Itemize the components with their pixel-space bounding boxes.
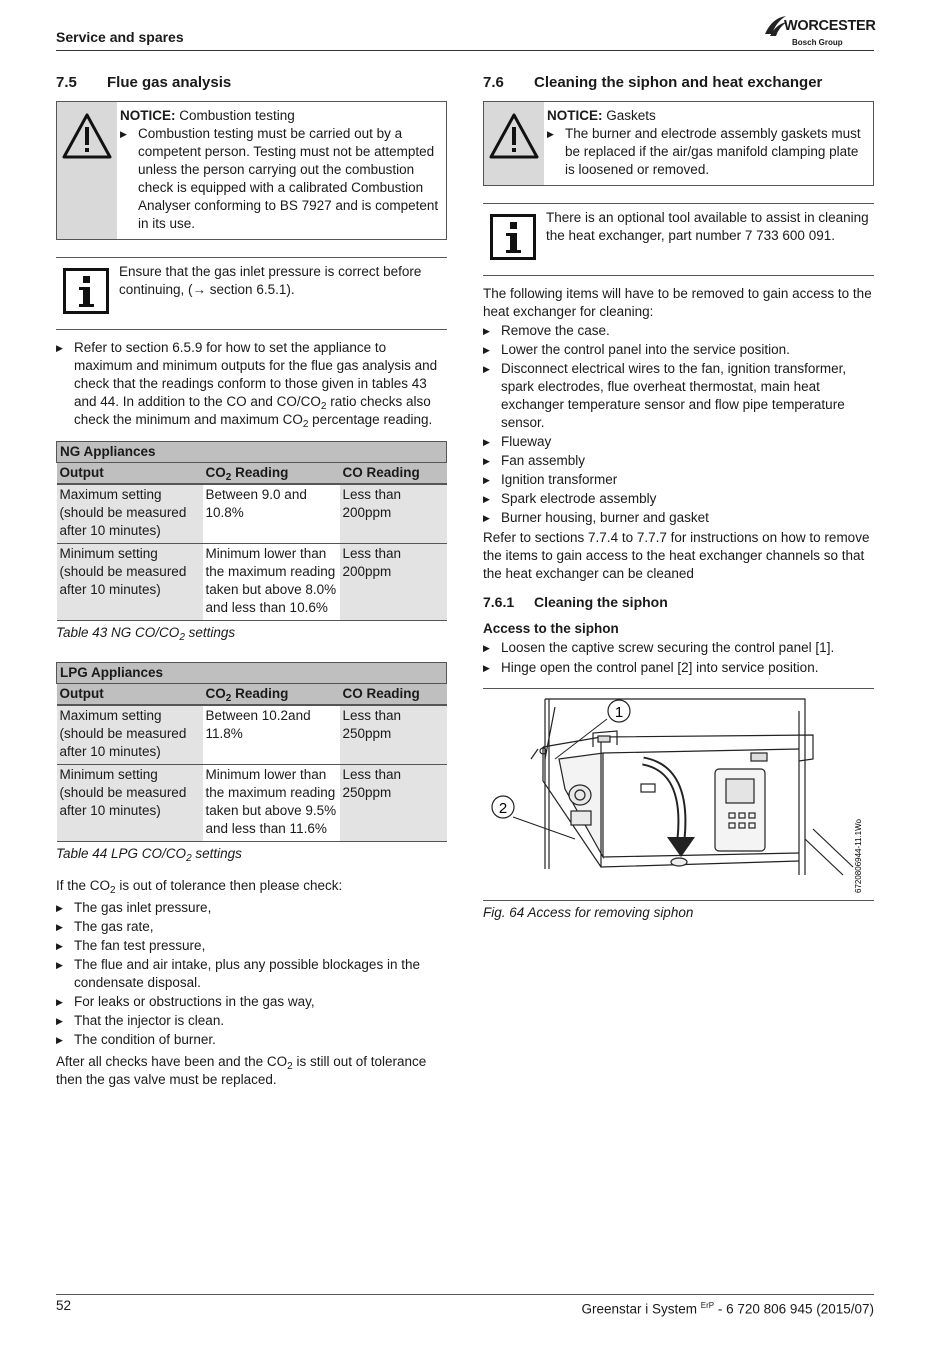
removal-refer: Refer to sections 7.7.4 to 7.7.7 for instructions on how to remove the items to gain access to the heat exchanger channels so that the heat exchanger can be cleaned bbox=[483, 530, 870, 581]
list-item: ▶ Lower the control panel into the service position. bbox=[483, 341, 874, 359]
col-header-co: CO Reading bbox=[340, 463, 447, 485]
notice-gaskets bbox=[483, 101, 874, 186]
table-43-ng bbox=[56, 441, 447, 621]
list-item: ▶ Remove the case. bbox=[483, 322, 874, 340]
warning-icon bbox=[484, 102, 544, 185]
checks-intro: If the $CO_2$ is out of tolerance then please check: bbox=[56, 878, 343, 896]
header-rule bbox=[56, 50, 874, 51]
section-7-6-heading: 7.6 Cleaning the siphon and heat exchanger bbox=[483, 74, 823, 91]
list-item: ▶ Burner housing, burner and gasket bbox=[483, 509, 874, 527]
removal-intro: The following items will have to be removed to gain access to the heat exchanger for cleaning: bbox=[483, 286, 872, 319]
col-header-co: CO Reading bbox=[340, 684, 447, 706]
info-optional-tool bbox=[483, 203, 874, 276]
header-section-title: Service and spares bbox=[56, 29, 184, 45]
table-row: Minimum setting (should be measured after 10 minutes) Minimum lower than the maximum reading taken but above 8.0% and less than 10.6% Less than 200ppm bbox=[57, 544, 447, 621]
notice-label: NOTICE: bbox=[547, 108, 603, 123]
col-header-output: Output bbox=[57, 684, 203, 706]
info-icon bbox=[56, 258, 116, 329]
section-7-6-1-heading: 7.6.1 Cleaning the siphon bbox=[483, 594, 668, 610]
right-column bbox=[483, 74, 874, 922]
table-44-caption: Table 44 LPG $CO/CO_2$ settings bbox=[56, 846, 242, 864]
notice-combustion-testing bbox=[56, 101, 447, 240]
left-column bbox=[56, 74, 447, 1089]
notice-title: Gaskets bbox=[602, 108, 656, 123]
logo-brand: WORCESTER bbox=[784, 18, 876, 34]
info-text: Ensure that the gas inlet pressure is correct before continuing, (→ section 6.5.1). bbox=[119, 264, 422, 297]
list-item: ▶ Disconnect electrical wires to the fan, ignition transformer, spark electrodes, flue overheat thermostat, main heat exchanger temperature sensor and flow pipe temperature sensor. bbox=[483, 360, 874, 432]
list-item: ▶ The flue and air intake, plus any possible blockages in the condensate disposal. bbox=[56, 956, 447, 992]
list-item: ▶ The condition of burner. bbox=[56, 1031, 447, 1049]
list-item: ▶ The fan test pressure, bbox=[56, 937, 447, 955]
logo-subbrand: Bosch Group bbox=[792, 38, 843, 47]
list-item: ▶ Spark electrode assembly bbox=[483, 490, 874, 508]
list-item: ▶ Ignition transformer bbox=[483, 471, 874, 489]
list-item: ▶ That the injector is clean. bbox=[56, 1012, 447, 1030]
list-item: ▶ Loosen the captive screw securing the control panel [1]. bbox=[483, 639, 874, 657]
list-item: ▶ For leaks or obstructions in the gas way, bbox=[56, 993, 447, 1011]
col-header-co2: $CO_2$ Reading bbox=[203, 463, 340, 485]
refer-item: ▶ Refer to section 6.5.9 for how to set the appliance to maximum and minimum outputs for the flue gas analysis and check that the readings conform to those given in tables 43 and 44. In addition to the CO and $CO/CO_2$ ratio checks also check the minimum and maximum $CO_2$ percentage reading. bbox=[56, 339, 447, 429]
checks-list bbox=[56, 899, 447, 1049]
footer-document-id: Greenstar i System $^{ErP}$ - 6 720 806 945 (2015/07) bbox=[581, 1301, 874, 1317]
boiler-control-panel-illustration bbox=[483, 689, 874, 900]
access-siphon-heading: Access to the siphon bbox=[483, 621, 619, 636]
worcester-logo bbox=[762, 12, 876, 46]
list-item: ▶ The gas inlet pressure, bbox=[56, 899, 447, 917]
list-item: ▶ Hinge open the control panel [2] into service position. bbox=[483, 659, 874, 677]
checks-outro: After all checks have been and the $CO_2$ is still out of tolerance then the gas valve must be replaced. bbox=[56, 1054, 427, 1087]
info-text: There is an optional tool available to assist in cleaning the heat exchanger, part number 7 733 600 091. bbox=[546, 210, 869, 243]
notice-label: NOTICE: bbox=[120, 108, 176, 123]
page-number: 52 bbox=[56, 1298, 72, 1313]
table-row: Maximum setting (should be measured after 10 minutes) Between 9.0 and 10.8% Less than 200ppm bbox=[57, 484, 447, 544]
table-44-lpg bbox=[56, 662, 447, 842]
callout-1: 1 bbox=[614, 704, 624, 721]
table-43-caption: Table 43 NG $CO/CO_2$ settings bbox=[56, 625, 236, 643]
warning-icon bbox=[57, 102, 117, 239]
refer-list bbox=[56, 339, 447, 429]
figure-code: 6720806944-11.1Wo bbox=[854, 819, 863, 893]
figure-caption: Fig. 64 Access for removing siphon bbox=[483, 905, 694, 920]
info-gas-inlet bbox=[56, 257, 447, 330]
section-7-5-heading: 7.5 Flue gas analysis bbox=[56, 74, 232, 91]
figure-access-siphon bbox=[483, 688, 874, 901]
list-item: ▶ Fan assembly bbox=[483, 452, 874, 470]
callout-2: 2 bbox=[498, 800, 508, 817]
table-caption-row: NG Appliances bbox=[57, 442, 447, 463]
notice-title: Combustion testing bbox=[175, 108, 295, 123]
notice-text: ▶ Combustion testing must be carried out by a competent person. Testing must not be attempted unless the person carrying out the combustion check is equipped with a calibrated Combustion Analyser conforming to BS 7927 and is competent in its use. bbox=[120, 125, 442, 233]
col-header-output: Output bbox=[57, 463, 203, 485]
info-icon bbox=[483, 204, 543, 275]
table-row: Maximum setting (should be measured after 10 minutes) Between 10.2and 11.8% Less than 250ppm bbox=[57, 705, 447, 765]
notice-text: ▶ The burner and electrode assembly gaskets must be replaced if the air/gas manifold clamping plate is loosened or removed. bbox=[547, 125, 869, 179]
table-row: Minimum setting (should be measured after 10 minutes) Minimum lower than the maximum reading taken but above 9.5% and less than 11.6% Less than 250ppm bbox=[57, 765, 447, 842]
col-header-co2: $CO_2$ Reading bbox=[203, 684, 340, 706]
removal-list bbox=[483, 322, 874, 527]
footer-rule bbox=[56, 1294, 874, 1295]
list-item: ▶ Flueway bbox=[483, 433, 874, 451]
access-list bbox=[483, 639, 874, 677]
list-item: ▶ The gas rate, bbox=[56, 918, 447, 936]
table-caption-row: LPG Appliances bbox=[57, 663, 447, 684]
